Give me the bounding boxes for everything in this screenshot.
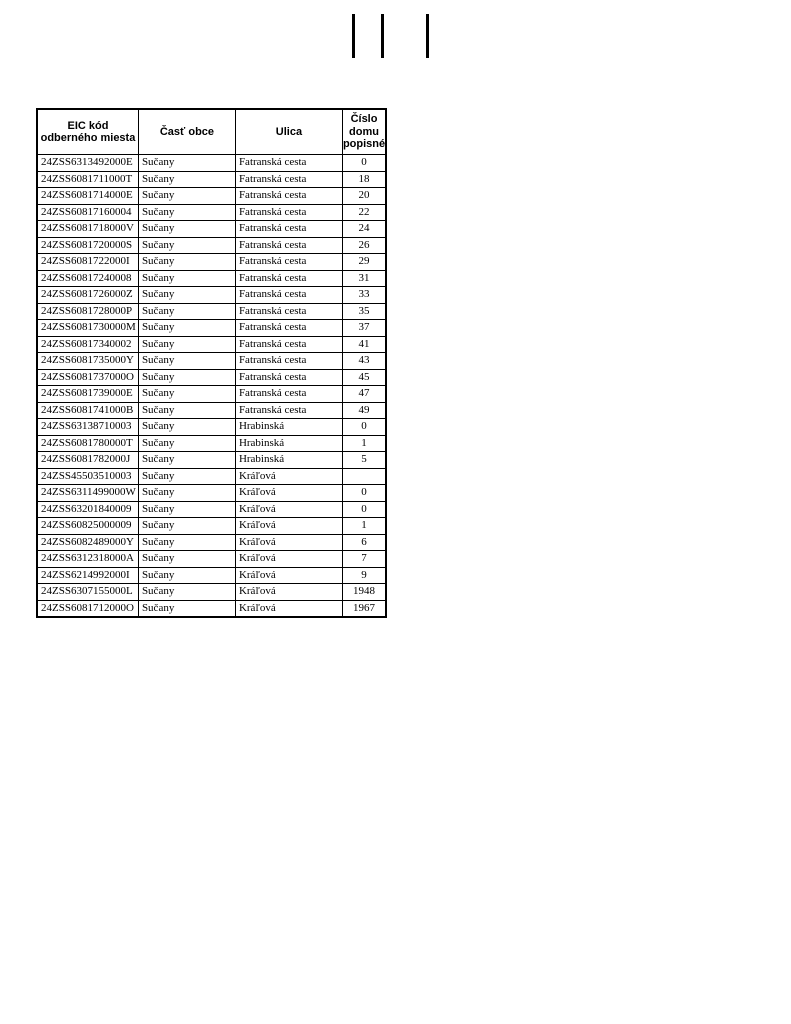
cell-cast-obce: Sučany	[138, 551, 235, 568]
table-row	[37, 204, 386, 221]
table-body	[37, 155, 386, 618]
cell-cislo-domu-popisne: 26	[342, 237, 386, 254]
cell-cislo-domu-popisne: 6	[342, 534, 386, 551]
cell-eic-code: 24ZSS45503510003	[37, 468, 138, 485]
table-row	[37, 419, 386, 436]
cell-eic-code: 24ZSS63201840009	[37, 501, 138, 518]
cell-ulica: Kráľová	[235, 567, 342, 584]
cell-eic-code: 24ZSS6312318000A	[37, 551, 138, 568]
cell-cast-obce: Sučany	[138, 369, 235, 386]
cell-cislo-domu-popisne: 0	[342, 501, 386, 518]
cell-ulica: Kráľová	[235, 485, 342, 502]
table-row	[37, 237, 386, 254]
cell-cast-obce: Sučany	[138, 600, 235, 617]
cell-ulica: Fatranská cesta	[235, 353, 342, 370]
cell-cast-obce: Sučany	[138, 501, 235, 518]
cell-ulica: Fatranská cesta	[235, 171, 342, 188]
cell-cislo-domu-popisne: 24	[342, 221, 386, 238]
cell-cislo-domu-popisne: 1948	[342, 584, 386, 601]
cell-eic-code: 24ZSS6082489000Y	[37, 534, 138, 551]
cell-eic-code: 24ZSS6081728000P	[37, 303, 138, 320]
cell-cislo-domu-popisne: 20	[342, 188, 386, 205]
cell-ulica: Kráľová	[235, 584, 342, 601]
cell-ulica: Kráľová	[235, 600, 342, 617]
cell-cast-obce: Sučany	[138, 402, 235, 419]
cell-eic-code: 24ZSS6081741000B	[37, 402, 138, 419]
table-row	[37, 336, 386, 353]
cell-cast-obce: Sučany	[138, 468, 235, 485]
table-row	[37, 567, 386, 584]
table-row	[37, 188, 386, 205]
cell-cislo-domu-popisne: 18	[342, 171, 386, 188]
vertical-bar-icon	[381, 14, 384, 58]
cell-cislo-domu-popisne: 0	[342, 155, 386, 172]
cell-cislo-domu-popisne: 47	[342, 386, 386, 403]
cell-cast-obce: Sučany	[138, 303, 235, 320]
cell-cast-obce: Sučany	[138, 188, 235, 205]
table-row	[37, 254, 386, 271]
cell-eic-code: 24ZSS63138710003	[37, 419, 138, 436]
cell-cast-obce: Sučany	[138, 287, 235, 304]
cell-cislo-domu-popisne: 1	[342, 435, 386, 452]
table-row	[37, 452, 386, 469]
cell-cast-obce: Sučany	[138, 419, 235, 436]
table-row	[37, 551, 386, 568]
cell-eic-code: 24ZSS6081739000E	[37, 386, 138, 403]
cell-ulica: Fatranská cesta	[235, 188, 342, 205]
cell-ulica: Fatranská cesta	[235, 155, 342, 172]
cell-cast-obce: Sučany	[138, 254, 235, 271]
column-header-eic-code: EIC kód odberného miesta	[37, 109, 138, 155]
cell-eic-code: 24ZSS6081714000E	[37, 188, 138, 205]
table-header-row	[37, 109, 386, 155]
cell-cast-obce: Sučany	[138, 204, 235, 221]
cell-ulica: Kráľová	[235, 534, 342, 551]
cell-eic-code: 24ZSS6081782000J	[37, 452, 138, 469]
table-row	[37, 386, 386, 403]
cell-eic-code: 24ZSS60817240008	[37, 270, 138, 287]
cell-ulica: Kráľová	[235, 551, 342, 568]
eic-table	[36, 108, 387, 618]
table-row	[37, 369, 386, 386]
cell-cast-obce: Sučany	[138, 221, 235, 238]
vertical-bar-icon	[426, 14, 429, 58]
cell-cislo-domu-popisne: 45	[342, 369, 386, 386]
cell-ulica: Fatranská cesta	[235, 270, 342, 287]
cell-ulica: Fatranská cesta	[235, 386, 342, 403]
table-row	[37, 155, 386, 172]
cell-cislo-domu-popisne: 0	[342, 485, 386, 502]
table-row	[37, 485, 386, 502]
cell-ulica: Hrabinská	[235, 452, 342, 469]
table-row	[37, 353, 386, 370]
cell-cast-obce: Sučany	[138, 584, 235, 601]
cell-cislo-domu-popisne: 5	[342, 452, 386, 469]
cell-cast-obce: Sučany	[138, 518, 235, 535]
cell-ulica: Fatranská cesta	[235, 303, 342, 320]
table-row	[37, 435, 386, 452]
cell-cislo-domu-popisne: 49	[342, 402, 386, 419]
table-row	[37, 270, 386, 287]
cell-eic-code: 24ZSS6081718000V	[37, 221, 138, 238]
cell-eic-code: 24ZSS6081720000S	[37, 237, 138, 254]
cell-eic-code: 24ZSS6313492000E	[37, 155, 138, 172]
table-row	[37, 600, 386, 617]
cell-cast-obce: Sučany	[138, 534, 235, 551]
cell-ulica: Kráľová	[235, 468, 342, 485]
cell-ulica: Hrabinská	[235, 419, 342, 436]
cell-ulica: Fatranská cesta	[235, 287, 342, 304]
cell-ulica: Fatranská cesta	[235, 221, 342, 238]
cell-cast-obce: Sučany	[138, 270, 235, 287]
cell-cast-obce: Sučany	[138, 567, 235, 584]
table-row	[37, 171, 386, 188]
cell-cislo-domu-popisne: 29	[342, 254, 386, 271]
cell-eic-code: 24ZSS6081722000I	[37, 254, 138, 271]
table-row	[37, 402, 386, 419]
column-header-cislo-domu: Číslo domu popisné	[342, 109, 386, 155]
cell-cast-obce: Sučany	[138, 155, 235, 172]
table-row	[37, 584, 386, 601]
table-row	[37, 518, 386, 535]
cell-eic-code: 24ZSS6081737000O	[37, 369, 138, 386]
column-header-ulica: Ulica	[235, 109, 342, 155]
cell-ulica: Kráľová	[235, 518, 342, 535]
cell-cislo-domu-popisne: 35	[342, 303, 386, 320]
cell-cislo-domu-popisne: 37	[342, 320, 386, 337]
cell-eic-code: 24ZSS60817340002	[37, 336, 138, 353]
cell-cast-obce: Sučany	[138, 435, 235, 452]
cell-cislo-domu-popisne	[342, 468, 386, 485]
cell-eic-code: 24ZSS6081711000T	[37, 171, 138, 188]
cell-cislo-domu-popisne: 0	[342, 419, 386, 436]
cell-eic-code: 24ZSS6214992000I	[37, 567, 138, 584]
cell-cislo-domu-popisne: 1	[342, 518, 386, 535]
cell-ulica: Kráľová	[235, 501, 342, 518]
cell-eic-code: 24ZSS6311499000W	[37, 485, 138, 502]
cell-cislo-domu-popisne: 22	[342, 204, 386, 221]
table-row	[37, 468, 386, 485]
cell-eic-code: 24ZSS6081780000T	[37, 435, 138, 452]
cell-ulica: Fatranská cesta	[235, 402, 342, 419]
cell-ulica: Hrabinská	[235, 435, 342, 452]
cell-cast-obce: Sučany	[138, 485, 235, 502]
table-row	[37, 221, 386, 238]
cell-ulica: Fatranská cesta	[235, 254, 342, 271]
cell-cast-obce: Sučany	[138, 237, 235, 254]
cell-cislo-domu-popisne: 41	[342, 336, 386, 353]
table-row	[37, 501, 386, 518]
table-row	[37, 534, 386, 551]
table-row	[37, 320, 386, 337]
cell-eic-code: 24ZSS60825000009	[37, 518, 138, 535]
cell-cast-obce: Sučany	[138, 386, 235, 403]
cell-eic-code: 24ZSS6081726000Z	[37, 287, 138, 304]
column-header-cast-obce: Časť obce	[138, 109, 235, 155]
cell-cislo-domu-popisne: 31	[342, 270, 386, 287]
cell-cast-obce: Sučany	[138, 171, 235, 188]
cell-cast-obce: Sučany	[138, 336, 235, 353]
cell-ulica: Fatranská cesta	[235, 320, 342, 337]
cell-cislo-domu-popisne: 7	[342, 551, 386, 568]
cell-cislo-domu-popisne: 33	[342, 287, 386, 304]
table-row	[37, 303, 386, 320]
vertical-bar-icon	[352, 14, 355, 58]
cell-cast-obce: Sučany	[138, 320, 235, 337]
table-row	[37, 287, 386, 304]
cell-eic-code: 24ZSS6307155000L	[37, 584, 138, 601]
cell-eic-code: 24ZSS6081735000Y	[37, 353, 138, 370]
header-bar-marks	[352, 14, 430, 58]
cell-ulica: Fatranská cesta	[235, 237, 342, 254]
cell-ulica: Fatranská cesta	[235, 204, 342, 221]
cell-cast-obce: Sučany	[138, 452, 235, 469]
cell-ulica: Fatranská cesta	[235, 369, 342, 386]
cell-cast-obce: Sučany	[138, 353, 235, 370]
cell-cislo-domu-popisne: 43	[342, 353, 386, 370]
cell-cislo-domu-popisne: 9	[342, 567, 386, 584]
cell-eic-code: 24ZSS6081712000O	[37, 600, 138, 617]
cell-cislo-domu-popisne: 1967	[342, 600, 386, 617]
cell-eic-code: 24ZSS6081730000M	[37, 320, 138, 337]
cell-ulica: Fatranská cesta	[235, 336, 342, 353]
cell-eic-code: 24ZSS60817160004	[37, 204, 138, 221]
